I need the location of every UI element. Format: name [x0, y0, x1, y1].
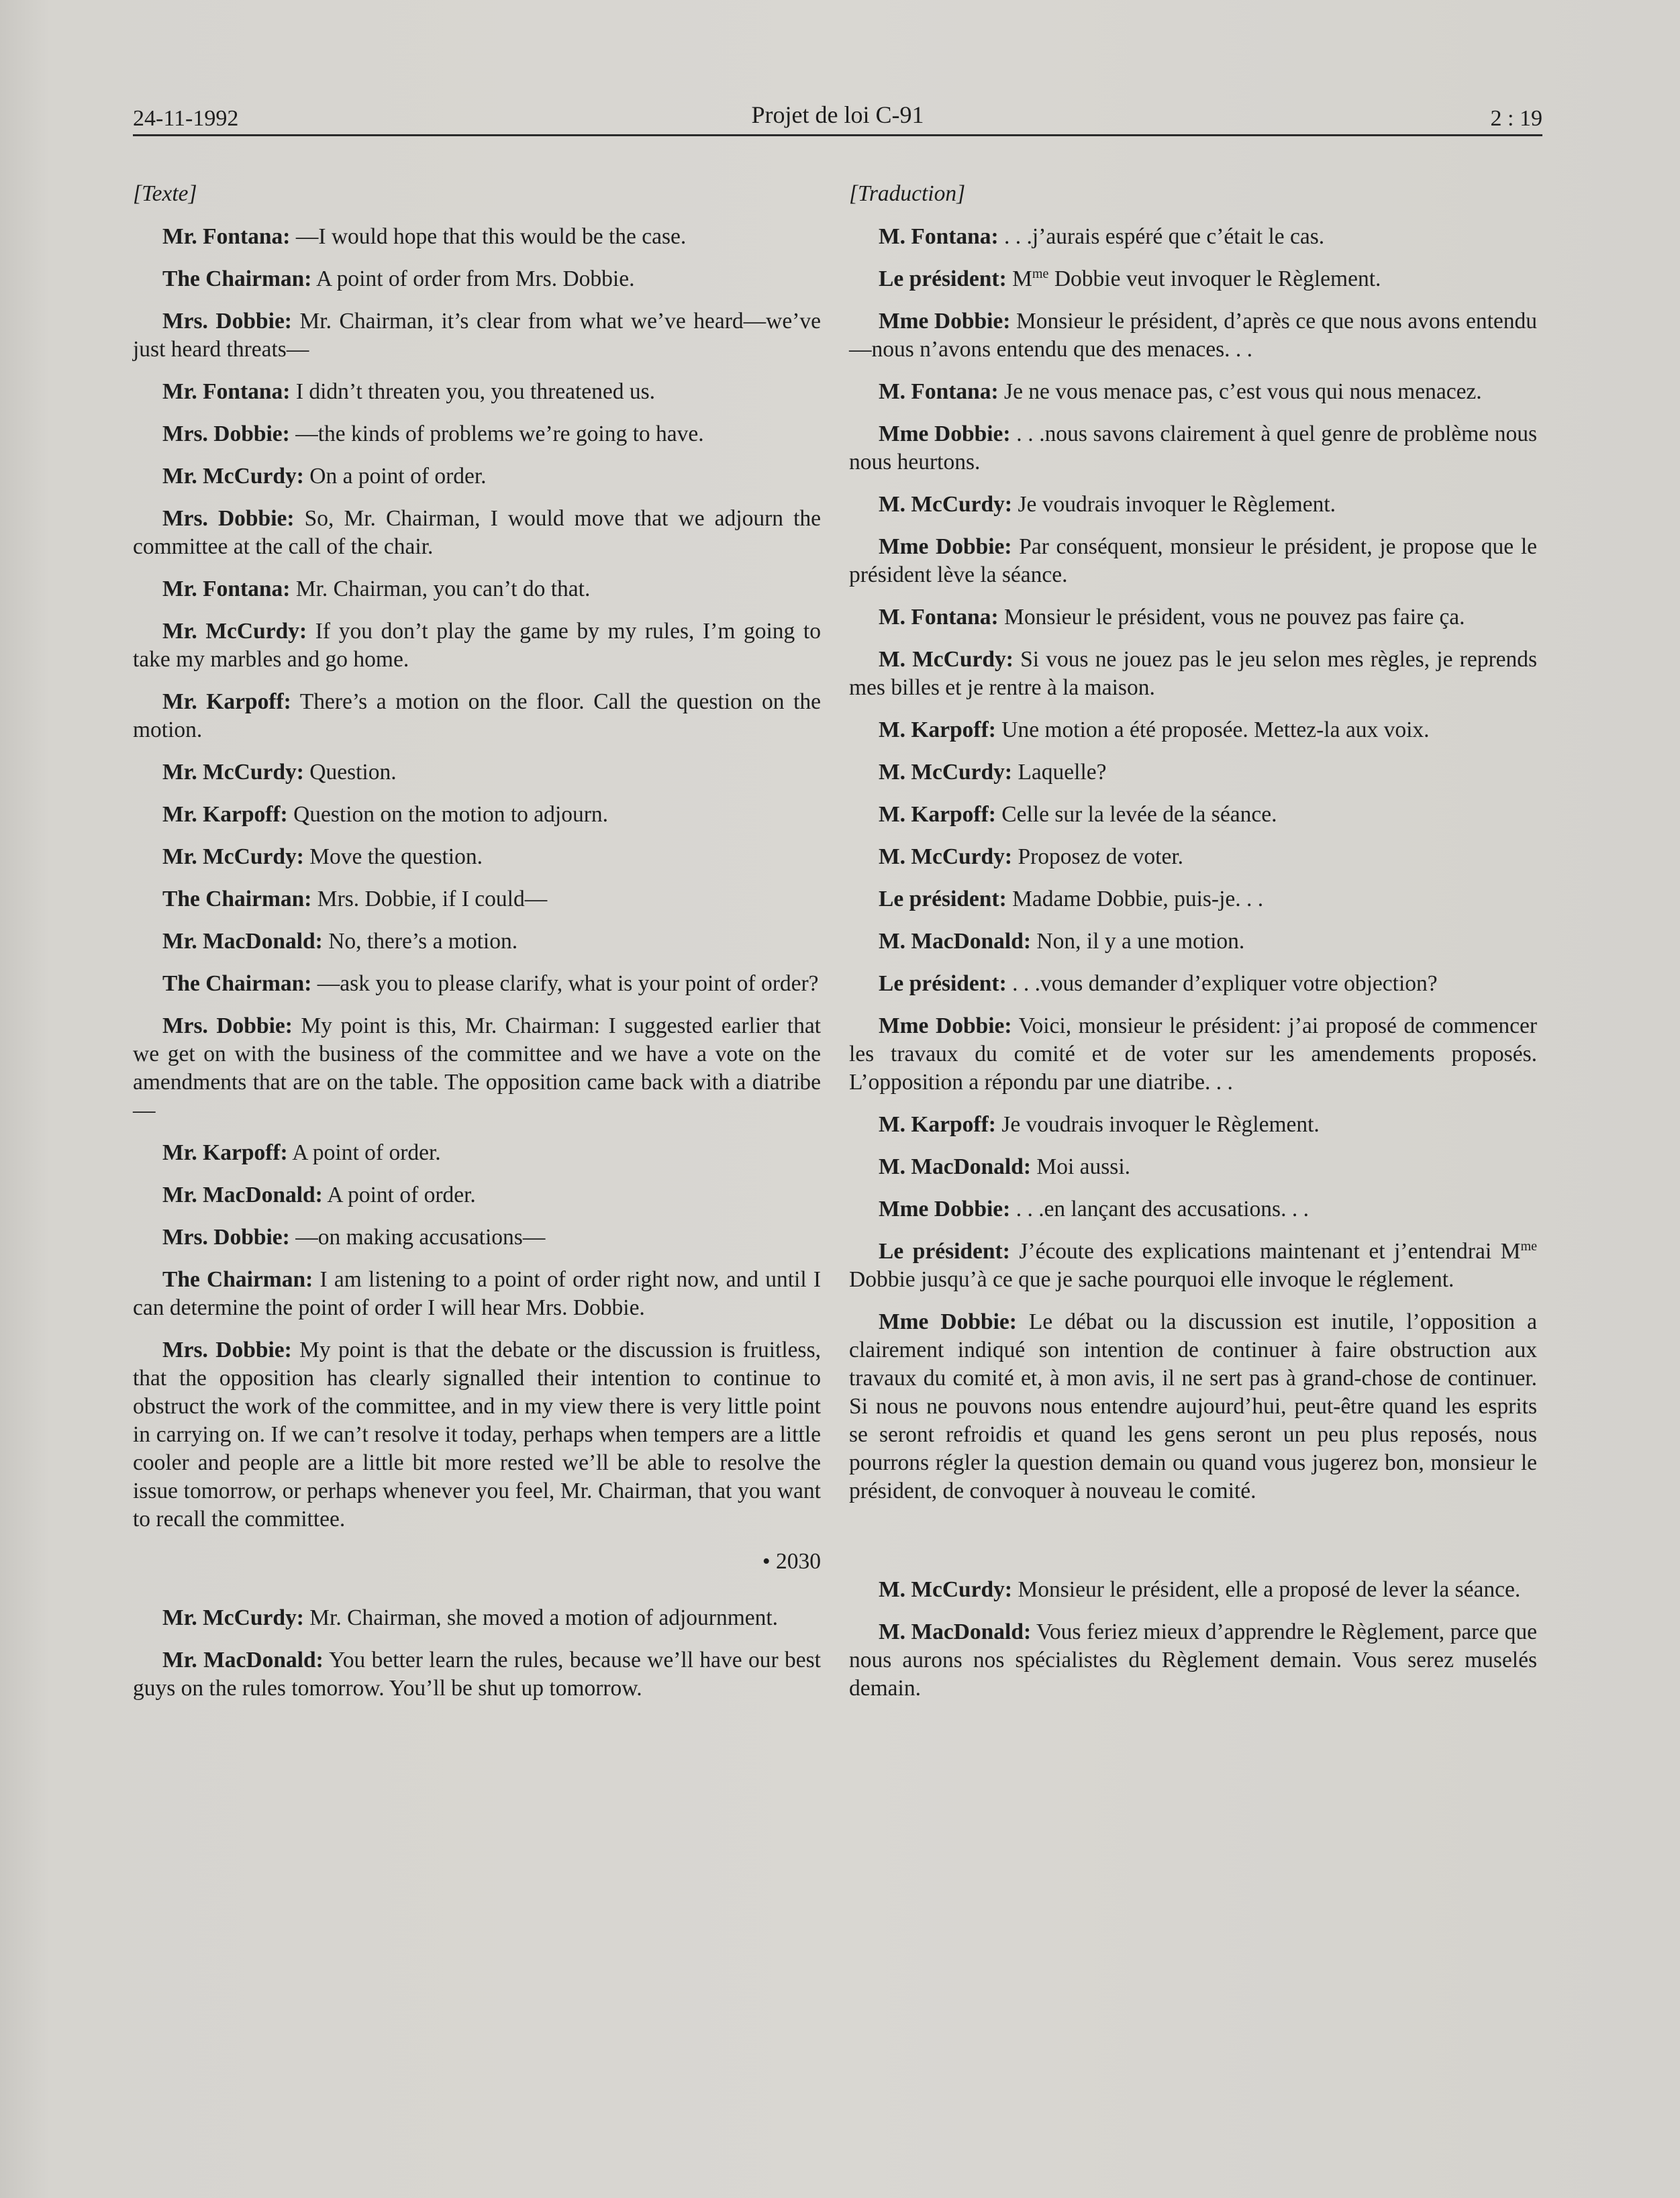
speech-text: Mr. Chairman, it’s clear from what we’ve heard—we’ve just heard threats—: [133, 309, 821, 362]
speaker-name: Mr. MacDonald:: [162, 929, 323, 954]
speaker-name: M. McCurdy:: [879, 844, 1013, 869]
speech-paragraph: [133, 1646, 821, 1703]
speech-text: Voici, monsieur le président: j’ai proposé de commencer les travaux du comité et de voter sur les amendements proposés. L’opposition a répondu par une diatribe. . .: [849, 1013, 1537, 1095]
speaker-name: M. Fontana:: [879, 605, 999, 630]
french-column: [849, 180, 1537, 1717]
speech-paragraph: [849, 307, 1537, 364]
speaker-name: M. Karpoff:: [879, 1112, 996, 1137]
speech-paragraph: [849, 1153, 1537, 1181]
speaker-name: Mr. Karpoff:: [162, 689, 291, 714]
speech-paragraph: [133, 801, 821, 829]
speech-paragraph: [849, 646, 1537, 702]
speech-paragraph: [133, 1266, 821, 1322]
speech-paragraph: [133, 843, 821, 871]
speech-text: You better learn the rules, because we’ll have our best guys on the rules tomorrow. You’ll be shut up tomorrow.: [133, 1648, 821, 1701]
speaker-name: Mr. Karpoff:: [162, 1140, 288, 1165]
speech-paragraph: [849, 758, 1537, 787]
speaker-name: Mrs. Dobbie:: [162, 1225, 290, 1250]
speaker-name: M. MacDonald:: [879, 1619, 1032, 1644]
speech-text: Question on the motion to adjourn.: [287, 802, 609, 827]
speaker-name: Le président:: [879, 887, 1007, 911]
speech-text: Monsieur le président, d’après ce que nous avons entendu—nous n’avons entendu que des menaces. . .: [849, 309, 1537, 362]
speaker-name: M. MacDonald:: [879, 929, 1032, 954]
speech-text: Monsieur le président, vous ne pouvez pas faire ça.: [998, 605, 1465, 630]
speaker-name: Mr. McCurdy:: [162, 464, 304, 489]
speech-paragraph: [849, 491, 1537, 519]
speech-text: —I would hope that this would be the case.: [290, 224, 687, 249]
speech-paragraph: [849, 223, 1537, 251]
speaker-name: The Chairman:: [162, 971, 312, 996]
speaker-name: Mr. McCurdy:: [162, 760, 304, 785]
speech-text: Par conséquent, monsieur le président, je propose que le président lève la séance.: [849, 534, 1537, 587]
speech-paragraph: [849, 420, 1537, 477]
speech-text: M: [1006, 266, 1032, 291]
speaker-name: M. Fontana:: [879, 379, 999, 404]
speaker-name: Mme Dobbie:: [879, 1013, 1012, 1038]
speaker-name: The Chairman:: [162, 266, 312, 291]
speech-paragraph: [849, 1111, 1537, 1139]
time-marker-spacer: [849, 1519, 1537, 1548]
speech-paragraph: [133, 885, 821, 913]
speech-paragraph: [133, 1181, 821, 1209]
speaker-name: Mr. Fontana:: [162, 577, 291, 601]
speech-text: Vous feriez mieux d’apprendre le Règlement, parce que nous aurons nos spécialistes du Règlement demain. Vous serez muselés demain.: [849, 1619, 1537, 1701]
speaker-name: Mr. MacDonald:: [162, 1648, 324, 1672]
speaker-name: Mrs. Dobbie:: [162, 506, 295, 531]
speech-text: —the kinds of problems we’re going to have.: [289, 421, 704, 446]
speaker-name: Mr. MacDonald:: [162, 1183, 323, 1207]
speech-paragraph: [849, 1238, 1537, 1294]
speaker-name: Mrs. Dobbie:: [162, 1338, 292, 1362]
speech-paragraph: [849, 801, 1537, 829]
speech-paragraph: [133, 378, 821, 406]
speech-text: Celle sur la levée de la séance.: [995, 802, 1277, 827]
speech-paragraph: [133, 265, 821, 293]
speech-text: I didn’t threaten you, you threatened us.: [290, 379, 656, 404]
speech-paragraph: [133, 505, 821, 561]
speech-paragraph: [133, 928, 821, 956]
speech-paragraph: [849, 970, 1537, 998]
speech-paragraph: [849, 1195, 1537, 1223]
speech-paragraph: [849, 378, 1537, 406]
speaker-name: M. McCurdy:: [879, 647, 1014, 672]
speech-text: Je ne vous menace pas, c’est vous qui nous menacez.: [998, 379, 1482, 404]
speech-paragraph: [133, 462, 821, 491]
speech-paragraph: [133, 758, 821, 787]
speaker-name: Mrs. Dobbie:: [162, 421, 290, 446]
speaker-name: M. Fontana:: [879, 224, 999, 249]
speech-text: Question.: [303, 760, 397, 785]
speech-paragraph: [849, 533, 1537, 589]
speech-paragraph: [849, 843, 1537, 871]
speaker-name: Le président:: [879, 1239, 1010, 1264]
speaker-name: Mr. Fontana:: [162, 379, 291, 404]
language-tag-english: [Texte]: [133, 181, 197, 206]
speaker-name: M. McCurdy:: [879, 492, 1013, 517]
superscript-text: me: [1520, 1238, 1537, 1254]
speech-paragraph: [133, 1604, 821, 1632]
speech-text: Monsieur le président, elle a proposé de lever la séance.: [1012, 1577, 1521, 1602]
speech-paragraph: [849, 928, 1537, 956]
speech-paragraph: [849, 1576, 1537, 1604]
speech-text: There’s a motion on the floor. Call the question on the motion.: [133, 689, 821, 742]
speech-paragraph: [133, 307, 821, 364]
speech-paragraph: [133, 1336, 821, 1534]
speaker-name: Mr. McCurdy:: [162, 1605, 304, 1630]
speech-text: Je voudrais invoquer le Règlement.: [995, 1112, 1320, 1137]
speaker-name: M. Karpoff:: [879, 717, 996, 742]
speech-text: J’écoute des explications maintenant et j’entendrai M: [1009, 1239, 1521, 1264]
speech-paragraph: [849, 1012, 1537, 1097]
speaker-name: M. McCurdy:: [879, 760, 1013, 785]
header-date: 24-11-1992: [133, 106, 239, 131]
speech-paragraph: [133, 688, 821, 744]
speech-text: A point of order from Mrs. Dobbie.: [311, 266, 635, 291]
header-page-number: 2 : 19: [1490, 106, 1542, 131]
speech-paragraph: [849, 1308, 1537, 1505]
speech-paragraph: [133, 1139, 821, 1167]
speech-text: If you don’t play the game by my rules, I’m going to take my marbles and go home.: [133, 619, 821, 672]
speaker-name: Mr. McCurdy:: [162, 844, 304, 869]
speech-text: . . .j’aurais espéré que c’était le cas.: [998, 224, 1325, 249]
speech-text-cont: Dobbie veut invoquer le Règlement.: [1048, 266, 1381, 291]
speech-paragraph: [133, 1012, 821, 1125]
speech-text: Une motion a été proposée. Mettez-la aux voix.: [995, 717, 1430, 742]
page-header: [133, 101, 1542, 136]
speaker-name: Mrs. Dobbie:: [162, 1013, 293, 1038]
speech-paragraph: [133, 420, 821, 448]
speech-text: Mr. Chairman, she moved a motion of adjournment.: [303, 1605, 779, 1630]
speech-text: Mrs. Dobbie, if I could—: [311, 887, 548, 911]
speaker-name: Mr. Karpoff:: [162, 802, 288, 827]
header-title: Projet de loi C-91: [751, 101, 924, 128]
speaker-name: Mrs. Dobbie:: [162, 309, 292, 334]
speech-text: So, Mr. Chairman, I would move that we adjourn the committee at the call of the chair.: [133, 506, 822, 559]
speaker-name: Mme Dobbie:: [879, 1309, 1017, 1334]
speaker-name: Mr. Fontana:: [162, 224, 291, 249]
speech-text: Je voudrais invoquer le Règlement.: [1012, 492, 1336, 517]
speech-text: —ask you to please clarify, what is your point of order?: [311, 971, 819, 996]
speech-text: My point is this, Mr. Chairman: I suggested earlier that we get on with the business of the committee and we have a vote on the amendments that are on the table. The opposition came back with a diatribe—: [133, 1013, 821, 1123]
speech-paragraph: [133, 970, 821, 998]
speech-text: Moi aussi.: [1031, 1154, 1131, 1179]
speaker-name: M. McCurdy:: [879, 1577, 1013, 1602]
speaker-name: Le président:: [879, 971, 1007, 996]
speech-text: Le débat ou la discussion est inutile, l’opposition a clairement indiqué son intention de continuer à faire obstruction aux travaux du comité et, à mon avis, il ne sert pas à grand-chose de continuer. Si nous ne pouvons nous entendre aujourd’hui, peut-être quand les esprits se seront refroidis et quand les gens seront un peu plus reposés, nous pourrons régler la question demain ou quand vous jugerez bon, monsieur le président, de convoquer à nouveau le comité.: [849, 1309, 1537, 1503]
speaker-name: The Chairman:: [162, 1267, 313, 1292]
speech-paragraph: [133, 617, 821, 674]
speaker-name: Mr. McCurdy:: [162, 619, 307, 644]
speech-text: —on making accusations—: [289, 1225, 546, 1250]
speech-text: Move the question.: [303, 844, 483, 869]
speaker-name: M. MacDonald:: [879, 1154, 1032, 1179]
speech-text: My point is that the debate or the discussion is fruitless, that the opposition has clearly signalled their intention to continue to obstruct the work of the committee, and in my view there is very little point in carrying on. If we can’t resolve it today, perhaps when tempers are a little cooler and people are a little bit more rested we’ll be able to resolve the issue tomorrow, or perhaps whenever you feel, Mr. Chairman, that you want to recall the committee.: [133, 1338, 821, 1532]
language-tag-french: [Traduction]: [849, 181, 966, 206]
speech-text: Proposez de voter.: [1012, 844, 1184, 869]
speech-text: Madame Dobbie, puis-je. . .: [1006, 887, 1264, 911]
speech-paragraph: [849, 716, 1537, 744]
speech-paragraph: [849, 265, 1537, 293]
speech-text: Non, il y a une motion.: [1031, 929, 1245, 954]
english-column: [133, 180, 821, 1717]
speech-text: I am listening to a point of order right now, and until I can determine the point of order I will hear Mrs. Dobbie.: [133, 1267, 821, 1320]
speaker-name: Mme Dobbie:: [879, 421, 1011, 446]
speech-paragraph: [133, 223, 821, 251]
speech-text-cont: Dobbie jusqu’à ce que je sache pourquoi elle invoque le réglement.: [849, 1267, 1454, 1292]
speech-text: . . .vous demander d’expliquer votre objection?: [1006, 971, 1438, 996]
speech-text: A point of order.: [322, 1183, 476, 1207]
speech-paragraph: [133, 1223, 821, 1252]
time-marker: • 2030: [762, 1549, 821, 1574]
speaker-name: Mme Dobbie:: [879, 309, 1011, 334]
speaker-name: M. Karpoff:: [879, 802, 996, 827]
speech-paragraph: [849, 885, 1537, 913]
speaker-name: Mme Dobbie:: [879, 1197, 1011, 1221]
speech-text: Mr. Chairman, you can’t do that.: [290, 577, 591, 601]
speech-text: No, there’s a motion.: [322, 929, 518, 954]
speaker-name: The Chairman:: [162, 887, 312, 911]
speech-text: Laquelle?: [1012, 760, 1107, 785]
speech-text: A point of order.: [287, 1140, 441, 1165]
speech-paragraph: [133, 575, 821, 603]
speech-text: Si vous ne jouez pas le jeu selon mes règles, je reprends mes billes et je rentre à la maison.: [849, 647, 1538, 700]
speech-text: . . .en lançant des accusations. . .: [1010, 1197, 1309, 1221]
superscript-text: me: [1032, 266, 1049, 281]
speaker-name: Le président:: [879, 266, 1007, 291]
speaker-name: Mme Dobbie:: [879, 534, 1012, 559]
speech-text: . . .nous savons clairement à quel genre de problème nous nous heurtons.: [849, 421, 1537, 474]
header-rule: [133, 134, 1542, 136]
speech-paragraph: [849, 603, 1537, 632]
speech-paragraph: [849, 1618, 1537, 1703]
speech-text: On a point of order.: [303, 464, 487, 489]
